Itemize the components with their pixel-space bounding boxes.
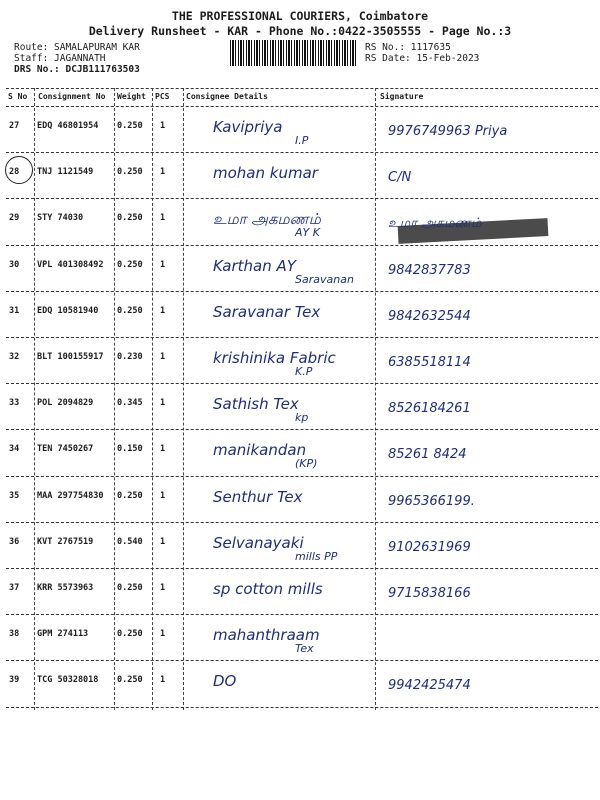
row-divider (6, 522, 598, 523)
row-divider (6, 291, 598, 292)
signature: 9102631969 (388, 539, 471, 555)
row-pcs: 1 (160, 536, 166, 547)
row-sno: 36 (9, 536, 20, 547)
signature: 6385518114 (388, 355, 471, 370)
consignee-name: mohan kumar (213, 164, 318, 183)
col-divider (375, 88, 376, 710)
row-consignment-no: TEN 7450267 (37, 444, 94, 455)
staff-label: Staff: JAGANNATH (14, 53, 106, 64)
consignee-note: Saravanan (295, 272, 354, 286)
consignee-note: Tex (295, 642, 314, 656)
row-pcs: 1 (160, 675, 166, 686)
col-consignee: Consignee Details (186, 92, 268, 101)
consignee-name: sp cotton mills (213, 580, 323, 598)
row-weight: 0.345 (117, 398, 143, 409)
row-sno: 30 (9, 259, 20, 270)
row-pcs: 1 (160, 398, 166, 409)
consignee-note: AY K (295, 226, 320, 240)
row-sno: 37 (9, 583, 20, 593)
consignee-name: DO (213, 672, 237, 691)
row-sno: 39 (9, 675, 20, 686)
row-sno: 35 (9, 490, 20, 501)
row-pcs: 1 (160, 352, 166, 362)
row-divider (6, 337, 598, 338)
row-divider (6, 198, 598, 199)
signature: 9965366199. (388, 493, 475, 509)
col-divider (114, 88, 115, 710)
col-signature: Signature (380, 92, 424, 101)
row-consignment-no: KVT 2767519 (37, 536, 94, 547)
row-divider (6, 660, 598, 661)
consignee-note: K.P (295, 365, 313, 378)
row-weight: 0.250 (117, 629, 143, 640)
col-sno: S No (8, 92, 28, 101)
signature: உமா அகமணம் (388, 216, 482, 232)
signature: 9942425474 (388, 678, 471, 694)
row-consignment-no: POL 2094829 (37, 398, 94, 409)
sheet-title: Delivery Runsheet - KAR - Phone No.:0422-3505555 - Page No.:3 (88, 24, 512, 38)
consignee-name: Sathish Tex (213, 395, 299, 414)
signature: 85261 8424 (388, 447, 467, 463)
row-weight: 0.250 (117, 121, 143, 131)
row-divider (6, 152, 598, 153)
row-divider (6, 429, 598, 430)
row-sno: 27 (9, 121, 20, 131)
row-weight: 0.250 (117, 259, 143, 270)
drs-number: DRS No.: DCJB111763503 (14, 64, 140, 75)
row-consignment-no: VPL 401308492 (37, 259, 104, 270)
row-pcs: 1 (160, 213, 166, 224)
row-divider (6, 383, 598, 384)
consignee-name: Kavipriya (213, 118, 283, 136)
row-pcs: 1 (160, 305, 166, 316)
row-weight: 0.230 (117, 352, 143, 362)
row-weight: 0.250 (117, 583, 143, 593)
signature: 9715838166 (388, 586, 471, 601)
row-divider (6, 476, 598, 477)
row-divider (6, 245, 598, 246)
row-sno: 32 (9, 352, 20, 362)
consignee-name: krishinika Fabric (213, 349, 336, 367)
signature: 8526184261 (388, 401, 471, 417)
row-weight: 0.250 (117, 490, 143, 501)
row-weight: 0.250 (117, 305, 143, 316)
signature: C/N (388, 170, 412, 186)
consignee-note: (KP) (295, 457, 318, 471)
row-divider (6, 707, 598, 708)
row-pcs: 1 (160, 444, 166, 455)
barcode (230, 40, 358, 66)
row-weight: 0.250 (117, 213, 143, 224)
row-weight: 0.250 (117, 675, 143, 686)
consignee-note: mills PP (295, 549, 338, 563)
col-divider (152, 88, 153, 710)
consignee-name: manikandan (213, 441, 307, 460)
row-sno: 38 (9, 629, 20, 640)
row-pcs: 1 (160, 629, 166, 640)
row-consignment-no: MAA 297754830 (37, 490, 104, 501)
route-label: Route: SAMALAPURAM KAR (14, 42, 140, 53)
consignee-name: Karthan AY (213, 256, 296, 275)
row-pcs: 1 (160, 583, 166, 593)
consignee-name: Senthur Tex (213, 487, 303, 506)
col-pcs: PCS (155, 92, 170, 101)
col-weight: Weight (117, 92, 146, 101)
company-name: THE PROFESSIONAL COURIERS, Coimbatore (171, 9, 429, 23)
rs-date: RS Date: 15-Feb-2023 (365, 53, 480, 64)
consignee-name: Saravanar Tex (213, 302, 321, 321)
row-pcs: 1 (160, 167, 166, 178)
row-consignment-no: BLT 100155917 (37, 352, 104, 362)
row-sno: 31 (9, 305, 20, 316)
signature: 9842837783 (388, 262, 471, 278)
consignee-name: உமா அகமணம் (213, 210, 321, 229)
consignee-note: I.P (295, 134, 309, 147)
row-consignment-no: TNJ 1121549 (37, 167, 94, 178)
row-sno: 28 (9, 167, 20, 178)
signature: 9976749963 Priya (388, 124, 508, 139)
row-consignment-no: KRR 5573963 (37, 583, 94, 593)
row-divider (6, 568, 598, 569)
row-pcs: 1 (160, 490, 166, 501)
row-consignment-no: TCG 50328018 (37, 675, 99, 686)
row-sno: 29 (9, 213, 20, 224)
consignee-note: kp (295, 411, 309, 425)
row-pcs: 1 (160, 259, 166, 270)
col-consignment: Consignment No (38, 92, 106, 101)
row-consignment-no: GPM 274113 (37, 629, 89, 640)
row-consignment-no: STY 74030 (37, 213, 84, 224)
consignee-name: Selvanayaki (213, 533, 304, 552)
row-weight: 0.150 (117, 444, 143, 455)
row-consignment-no: EDQ 10581940 (37, 305, 99, 316)
rs-number: RS No.: 1117635 (365, 42, 451, 53)
row-divider (6, 614, 598, 615)
col-divider (183, 88, 184, 710)
row-consignment-no: EDQ 46801954 (37, 121, 99, 131)
consignee-name: mahanthraam (213, 626, 320, 645)
header-bottom-rule (6, 106, 598, 107)
row-weight: 0.540 (117, 536, 143, 547)
col-divider (34, 88, 35, 710)
row-pcs: 1 (160, 121, 166, 131)
row-sno: 33 (9, 398, 20, 409)
signature: 9842632544 (388, 308, 471, 324)
row-weight: 0.250 (117, 167, 143, 178)
table-top-rule (6, 88, 598, 89)
row-sno: 34 (9, 444, 20, 455)
